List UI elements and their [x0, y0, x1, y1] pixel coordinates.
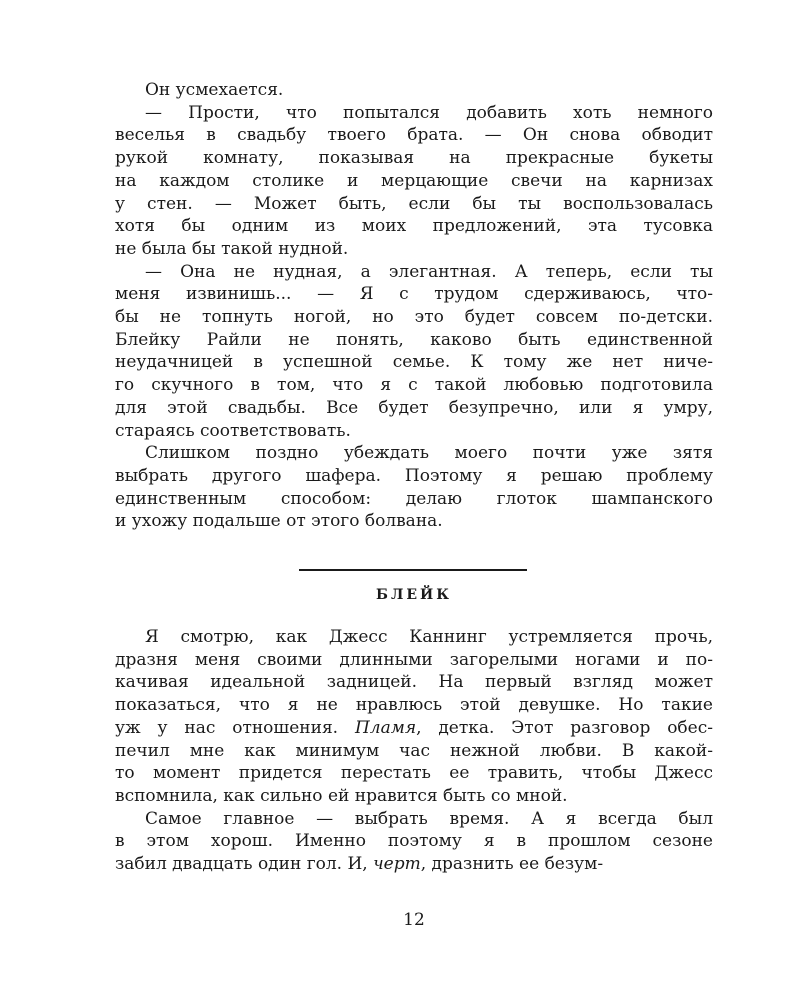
section-heading: БЛЕЙК [376, 587, 452, 603]
text-line: рукой комнату, показывая на прекрасные букеты [115, 148, 713, 169]
text-line: — Она не нудная, а элегантная. А теперь, если ты [145, 261, 713, 282]
text-line: бы не топнуть ногой, но это будет совсем по-детски. [115, 307, 713, 327]
text-line: стараясь соответствовать. [115, 420, 351, 441]
text-line: вспомнила, как сильно ей нравится быть со мной. [115, 785, 568, 806]
section-divider [299, 569, 527, 571]
text-line: печил мне как минимум час нежной любви. В какой- [115, 740, 713, 761]
text-line [115, 853, 713, 876]
text-line: для этой свадьбы. Все будет безупречно, или я умру, [115, 397, 713, 418]
text-line: неудачницей в успешной семье. К тому же нет ничe- [115, 352, 713, 373]
text-line: Он усмехается. [145, 80, 284, 100]
text-line: меня извинишь... — Я с трудом сдерживаюсь, что- [115, 284, 713, 305]
text-line: дразня меня своими длинными загорелыми ногами и по- [115, 649, 713, 670]
text-line: в этом хорош. Именно поэтому я в прошлом сезоне [115, 831, 713, 852]
text-segment: , детка. Этот разговор обес- [416, 717, 713, 738]
text-segment: , дразнить ее безум- [420, 854, 604, 874]
text-line: хотя бы одним из моих предложений, эта тусовка [115, 216, 713, 237]
text-line: не была бы такой нудной. [115, 238, 349, 259]
emphasis-text: Пламя [354, 717, 417, 738]
text-line: Я смотрю, как Джесс Каннинг устремляется прочь, [145, 627, 713, 647]
text-line: — Прости, что попытался добавить хоть немного [145, 102, 713, 123]
text-line: качивая идеальной задницей. На первый взгляд может [115, 672, 713, 693]
text-line: веселья в свадьбу твоего брата. — Он снова обводит [115, 125, 713, 146]
text-segment: уж у нас отношения. [115, 717, 355, 738]
text-line: и ухожу подальше от этого болвана. [115, 511, 443, 532]
text-line: Слишком поздно убеждать моего почти уже зятя [145, 443, 713, 464]
text-line: Блейку Райли не понять, каково быть единственной [115, 329, 713, 350]
text-line [115, 717, 713, 740]
text-line: Самое главное — выбрать время. А я всегда был [145, 808, 713, 829]
text-line: единственным способом: делаю глоток шампанского [115, 488, 713, 509]
emphasis-text: черт [373, 854, 421, 874]
page-number: 12 [403, 910, 425, 930]
text-segment: забил двадцать один гол. И, [115, 854, 374, 874]
text-line: то момент придется перестать ее травить, чтобы Джесс [115, 763, 713, 784]
text-line: показаться, что я не нравлюсь этой девушке. Но такие [115, 695, 713, 716]
text-line: у стен. — Может быть, если бы ты воспользовалась [115, 193, 713, 214]
text-line: на каждом столике и мерцающие свечи на карнизах [115, 170, 713, 191]
text-line: выбрать другого шафера. Поэтому я решаю проблему [115, 465, 713, 486]
text-line: го скучного в том, что я с такой любовью подготовила [115, 375, 713, 396]
